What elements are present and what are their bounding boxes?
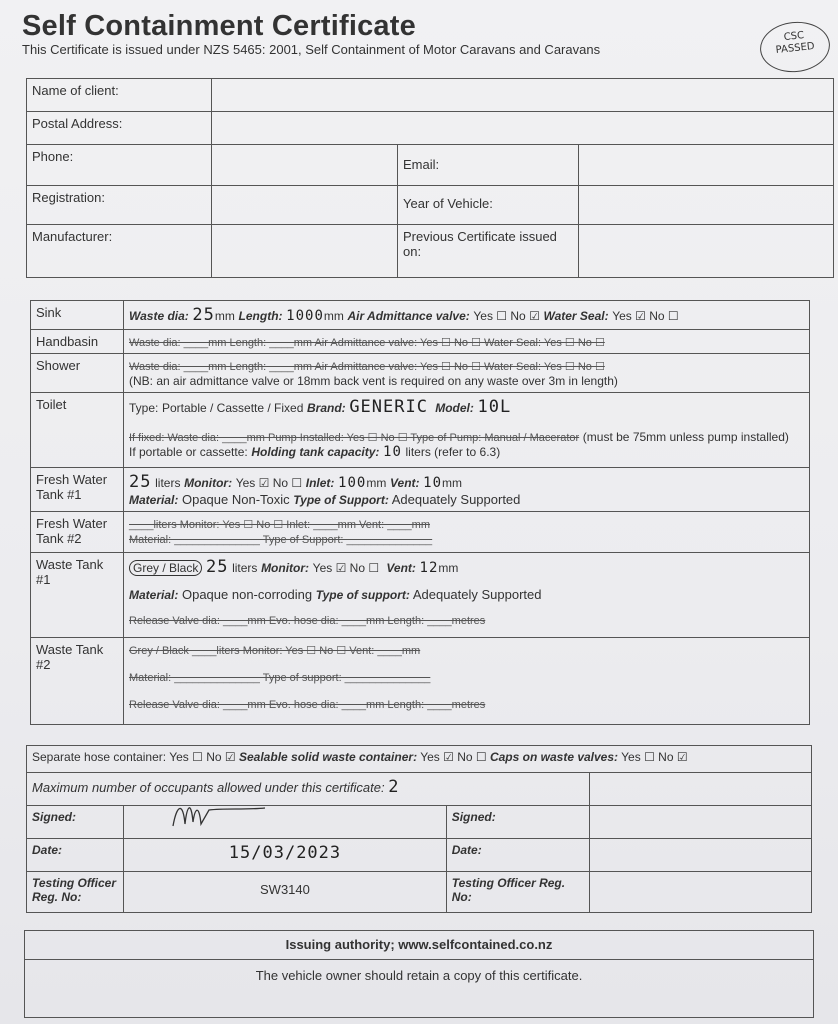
occupants-label: Maximum number of occupants allowed under this certificate: [32, 780, 385, 795]
officer-label: Testing Officer Reg. No: [27, 872, 124, 913]
separate-hose-label: Separate hose container: [32, 750, 167, 764]
fresh1-vent-value[interactable]: 10 [423, 475, 443, 491]
toilet-row [31, 393, 810, 468]
sink-waste-dia-value[interactable]: 25 [192, 305, 215, 325]
fresh1-material-label: Material: [129, 493, 179, 507]
previous-cert-label: Previous Certificate issued on: [398, 225, 579, 278]
waste1-row: Waste Tank #1 Grey / Black 25 liters Monitor: Yes ☑ No ☐ Vent: 12mm Material: Opaque non-corroding Type of support: Adequately Supported Release Valve dia: ____mm Evo. hose dia: ____mm Length: ____metres [31, 553, 810, 638]
toilet-model-value[interactable]: 10L [477, 397, 512, 417]
occupants-value[interactable]: 2 [388, 777, 400, 797]
officer-field-2[interactable] [589, 872, 811, 913]
caps-label: Caps on waste valves: [489, 750, 619, 764]
name-field[interactable] [212, 79, 834, 112]
shower-note: (NB: an air admittance valve or 18mm back vent is required on any waste over 3m in length) [129, 374, 618, 388]
waste1-vent-value[interactable]: 12 [419, 560, 439, 576]
manufacturer-field[interactable] [212, 225, 398, 278]
waste1-label: Waste Tank #1 [31, 553, 124, 638]
date-value[interactable]: 15/03/2023 [228, 843, 342, 863]
fresh1-monitor-label: Monitor: [184, 476, 233, 490]
toilet-type-label: Type: [129, 401, 159, 415]
name-label: Name of client: [27, 79, 212, 112]
waste2-line3: Release Valve dia: ____mm Evo. hose dia: ____mm Length: ____metres [129, 699, 486, 711]
toilet-fixed-text: If fixed: Waste dia: ____mm Pump Installed: Yes ☐ No ☐ Type of Pump: Manual / Macerator [129, 432, 580, 444]
fresh2-line2: Material: ______________ Type of Support: ______________ [129, 534, 433, 546]
year-label: Year of Vehicle: [398, 186, 579, 225]
sink-row [31, 301, 810, 330]
waste1-material-label: Material: [129, 588, 179, 602]
waste1-grey-black[interactable]: Grey / Black [129, 560, 202, 576]
waste2-label: Waste Tank #2 [31, 638, 124, 725]
handbasin-row [31, 330, 810, 354]
sink-length-mm: mm [323, 309, 344, 323]
fresh1-vent-label: Vent: [389, 476, 420, 490]
fresh1-support-value[interactable]: Adequately Supported [391, 492, 521, 507]
toilet-holding-value[interactable]: 10 [383, 444, 402, 460]
waste1-monitor-label: Monitor: [261, 561, 310, 575]
toilet-model-label: Model: [435, 401, 474, 415]
fresh2-label: Fresh Water Tank #2 [31, 512, 124, 553]
toilet-label: Toilet [31, 393, 124, 468]
email-field[interactable] [579, 145, 834, 186]
page-title: Self Containment Certificate [22, 10, 416, 42]
fresh1-inlet-value[interactable]: 100 [338, 475, 367, 491]
sink-water-seal-checkbox[interactable]: Yes ☑ No ☐ [612, 309, 679, 323]
officer-value[interactable]: SW3140 [124, 872, 447, 913]
issuing-authority-box [24, 930, 814, 1018]
postal-label: Postal Address: [27, 112, 212, 145]
handbasin-label: Handbasin [31, 330, 124, 354]
waste1-support-label: Type of support: [315, 588, 410, 602]
retain-copy-note: The vehicle owner should retain a copy of this certificate. [255, 968, 583, 983]
sink-label: Sink [31, 301, 124, 330]
date-field-2[interactable] [589, 839, 811, 872]
fresh1-row: Fresh Water Tank #1 25 liters Monitor: Yes ☑ No ☐ Inlet: 100mm Vent: 10mm Material: Opaque Non-Toxic Type of Support: Adequately Supported [31, 468, 810, 512]
waste1-release-line: Release Valve dia: ____mm Evo. hose dia: ____mm Length: ____metres [129, 615, 486, 627]
caps-checkbox[interactable]: Yes ☐ No ☑ [621, 750, 688, 764]
fresh1-liters-value[interactable]: 25 [129, 472, 152, 492]
client-info-table [26, 78, 834, 278]
fresh1-material-value[interactable]: Opaque Non-Toxic [181, 492, 290, 507]
signature-scribble [165, 796, 275, 836]
waste1-vent-label: Vent: [386, 561, 416, 575]
fixtures-table [30, 300, 810, 725]
toilet-fixed-note: (must be 75mm unless pump installed) [582, 430, 789, 444]
waste2-row [31, 638, 810, 725]
shower-row [31, 354, 810, 393]
toilet-type-options[interactable]: Portable / Cassette / Fixed [161, 401, 304, 415]
signed-label-2: Signed: [446, 806, 589, 839]
sealable-label: Sealable solid waste container: [239, 750, 418, 764]
date-label: Date: [27, 839, 124, 872]
fresh2-row [31, 512, 810, 553]
waste1-liters-value[interactable]: 25 [205, 557, 229, 577]
fresh1-inlet-label: Inlet: [305, 476, 335, 490]
year-field[interactable] [579, 186, 834, 225]
sink-length-label: Length: [238, 309, 283, 323]
sink-aav-label: Air Admittance valve: [347, 309, 470, 323]
fresh2-line1: ____liters Monitor: Yes ☐ No ☐ Inlet: ____mm Vent: ____mm [129, 519, 430, 531]
registration-label: Registration: [27, 186, 212, 225]
previous-cert-field[interactable] [579, 225, 834, 278]
waste1-liters-label: liters [232, 561, 258, 575]
signature-field-2[interactable] [589, 806, 811, 839]
fresh1-monitor-checkbox[interactable]: Yes ☑ No ☐ [235, 476, 303, 490]
toilet-holding-suffix: liters (refer to 6.3) [405, 445, 501, 459]
sink-waste-dia-label: Waste dia: [129, 309, 189, 323]
waste2-line1: Grey / Black ____liters Monitor: Yes ☐ No ☐ Vent: ____mm [129, 645, 421, 657]
stamp-line-2: PASSED [775, 40, 816, 56]
phone-field[interactable] [212, 145, 398, 186]
stamp-line-1: CSC [783, 30, 805, 44]
waste1-support-value[interactable]: Adequately Supported [412, 587, 542, 602]
sink-aav-checkbox[interactable]: Yes ☐ No ☑ [473, 309, 540, 323]
phone-label: Phone: [27, 145, 212, 186]
sink-waste-mm: mm [214, 309, 235, 323]
separate-hose-checkbox[interactable]: Yes ☐ No ☑ [169, 750, 236, 764]
date-label-2: Date: [446, 839, 589, 872]
waste1-material-value[interactable]: Opaque non-corroding [181, 587, 313, 602]
signoff-table [26, 745, 812, 913]
toilet-holding-label: Holding tank capacity: [251, 445, 380, 459]
postal-field[interactable] [212, 112, 834, 145]
fresh1-label: Fresh Water Tank #1 [31, 468, 124, 512]
fresh1-support-label: Type of Support: [293, 493, 389, 507]
waste1-monitor-checkbox[interactable]: Yes ☑ No ☐ [312, 561, 380, 575]
toilet-holding-prefix: If portable or cassette: [129, 445, 248, 459]
sink-water-seal-label: Water Seal: [543, 309, 609, 323]
registration-field[interactable] [212, 186, 398, 225]
waste2-line2: Material: ______________ Type of support: ______________ [129, 672, 431, 684]
toilet-brand-value[interactable]: GENERIC [349, 397, 428, 417]
handbasin-text: Waste dia: ____mm Length: ____mm Air Admittance valve: Yes ☐ No ☐ Water Seal: Yes ☐ No ☐ [129, 337, 605, 349]
manufacturer-label: Manufacturer: [27, 225, 212, 278]
sealable-checkbox[interactable]: Yes ☑ No ☐ [420, 750, 487, 764]
toilet-brand-label: Brand: [307, 401, 346, 415]
shower-text: Waste dia: ____mm Length: ____mm Air Admittance valve: Yes ☐ No ☐ Water Seal: Yes ☐ No ☐ [129, 361, 605, 373]
shower-label: Shower [31, 354, 124, 393]
officer-label-2: Testing Officer Reg. No: [446, 872, 589, 913]
page-subtitle: This Certificate is issued under NZS 5465: 2001, Self Containment of Motor Caravans and Caravans [22, 42, 601, 57]
email-label: Email: [398, 145, 579, 186]
signed-label: Signed: [27, 806, 124, 839]
issuing-authority: Issuing authority; www.selfcontained.co.nz [25, 931, 813, 960]
passed-stamp [758, 18, 833, 75]
sink-length-value[interactable]: 1000 [286, 308, 324, 324]
fresh1-liters-label: liters [155, 476, 181, 490]
